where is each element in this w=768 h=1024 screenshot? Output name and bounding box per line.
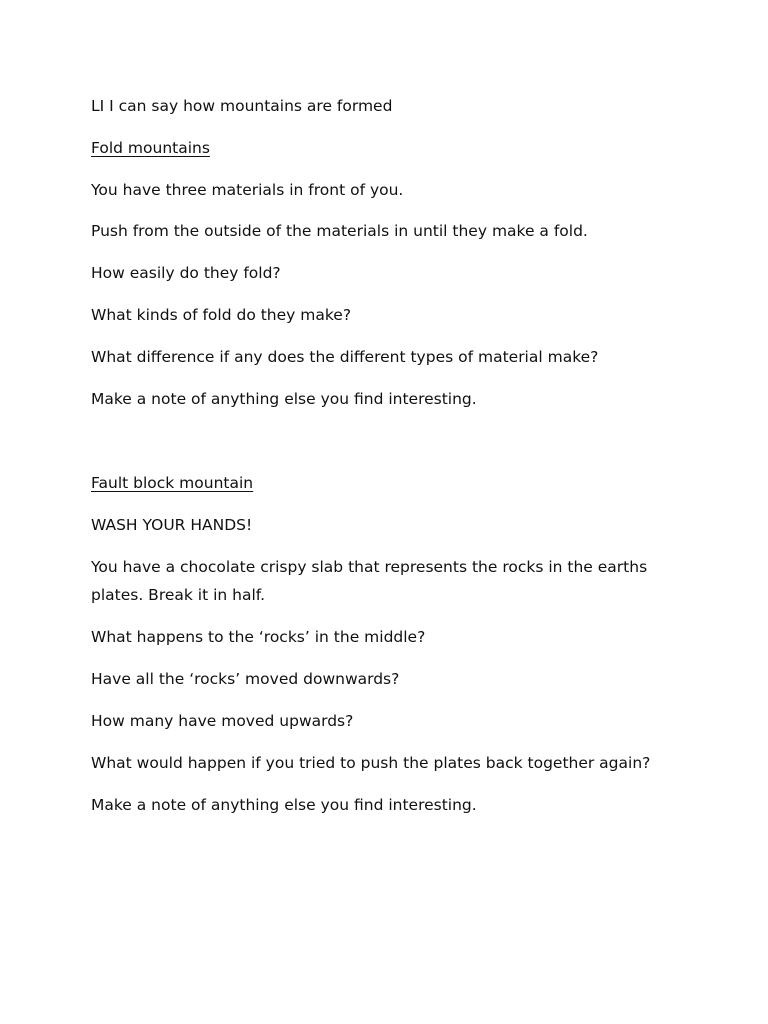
fold-line-materials: You have three materials in front of you. [91,181,404,199]
fold-line-how-easily: How easily do they fold? [91,264,281,282]
fault-line-wash-hands: WASH YOUR HANDS! [91,516,253,534]
fault-line-note: Make a note of anything else you find interesting. [91,796,477,814]
fold-line-kinds: What kinds of fold do they make? [91,306,352,324]
fault-line-slab-1: You have a chocolate crispy slab that represents the rocks in the earths [91,558,648,576]
fold-line-difference: What difference if any does the different types of material make? [91,348,599,366]
fold-line-push: Push from the outside of the materials in until they make a fold. [91,222,588,240]
fold-line-note: Make a note of anything else you find interesting. [91,390,477,408]
fault-line-middle: What happens to the ‘rocks’ in the middle? [91,628,426,646]
fault-line-upwards: How many have moved upwards? [91,712,354,730]
fault-line-downwards: Have all the ‘rocks’ moved downwards? [91,670,400,688]
learning-intention: LI I can say how mountains are formed [91,97,393,115]
fold-mountains-heading: Fold mountains [91,139,210,157]
fault-line-slab-2: plates. Break it in half. [91,586,266,604]
fault-line-push-back: What would happen if you tried to push the plates back together again? [91,754,651,772]
fault-block-heading: Fault block mountain [91,474,254,492]
